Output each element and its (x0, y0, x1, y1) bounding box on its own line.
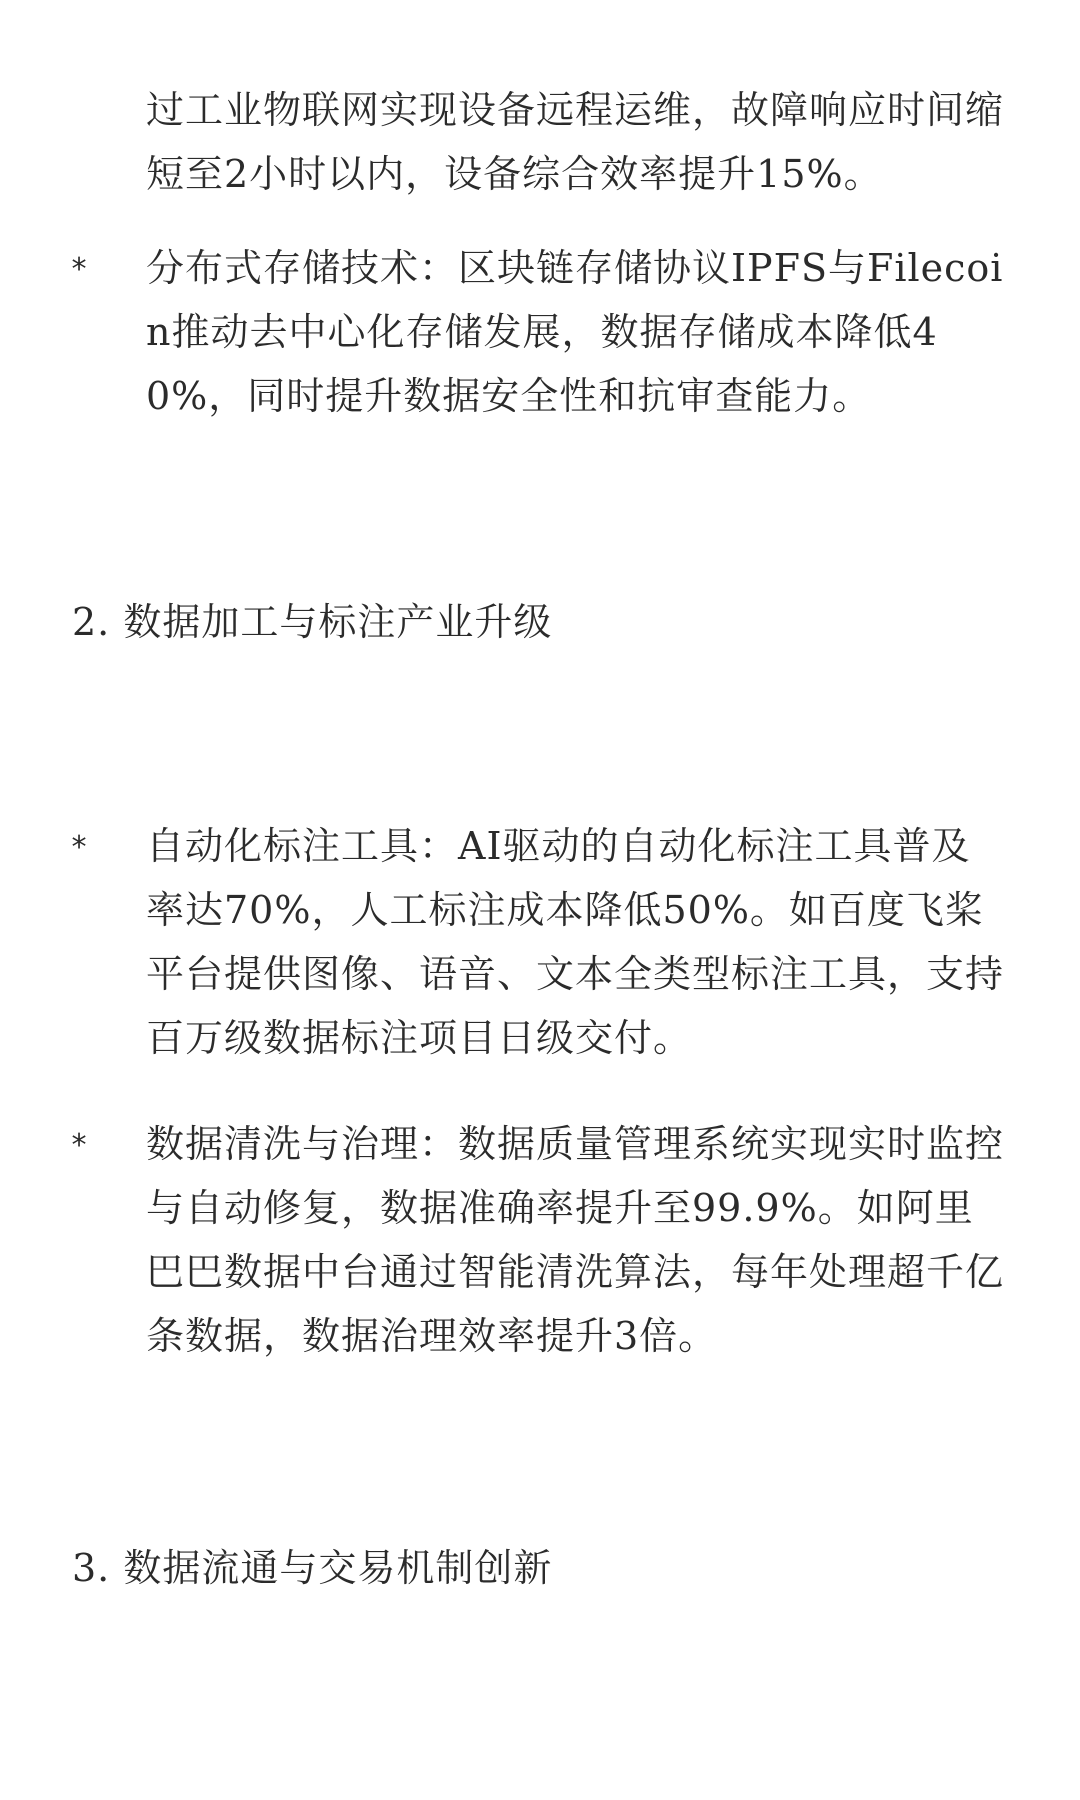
bullet-marker: * (70, 1128, 89, 1163)
list-item-text: 自动化标注工具：AI驱动的自动化标注工具普及率达70%，人工标注成本降低50%。如百度飞桨平台提供图像、语音、文本全类型标注工具，支持百万级数据标注项目日级交付。 (146, 824, 1005, 1060)
bullet-marker: * (70, 252, 89, 287)
continuation-paragraph: 过工业物联网实现设备远程运维，故障响应时间缩短至2小时以内，设备综合效率提升15%。 (146, 88, 1005, 196)
bullet-marker: * (70, 830, 89, 865)
section-heading-3: 3. 数据流通与交易机制创新 (72, 1546, 553, 1590)
list-item-text: 分布式存储技术：区块链存储协议IPFS与Filecoin推动去中心化存储发展，数据存储成本降低40%，同时提升数据安全性和抗审查能力。 (146, 246, 1004, 418)
section-heading-2: 2. 数据加工与标注产业升级 (72, 600, 553, 644)
list-item-text: 数据清洗与治理：数据质量管理系统实现实时监控与自动修复，数据准确率提升至99.9%。如阿里巴巴数据中台通过智能清洗算法，每年处理超千亿条数据，数据治理效率提升3倍。 (146, 1122, 1005, 1358)
